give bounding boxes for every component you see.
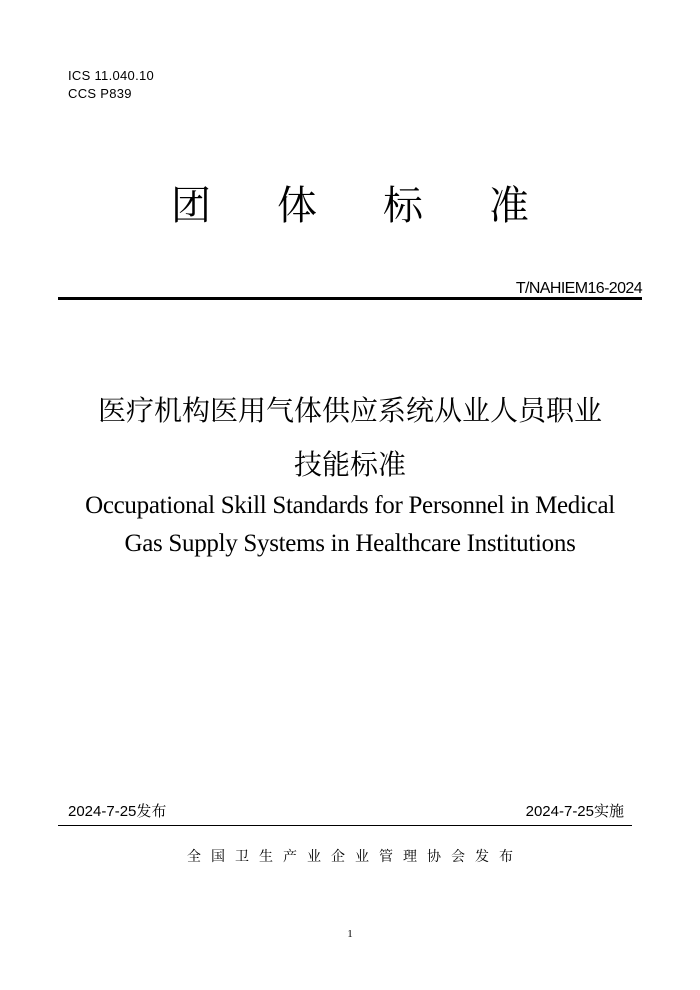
publisher-line: 全国卫生产业企业管理协会发布 (187, 849, 523, 865)
title-english-line-1: Occupational Skill Standards for Personnel in Medical (85, 492, 615, 519)
page-number: 1 (347, 928, 353, 940)
title-english-line-2: Gas Supply Systems in Healthcare Institutions (124, 530, 576, 557)
classification-codes (68, 67, 154, 103)
document-type-heading: 团体标准 (171, 183, 595, 229)
ics-code: ICS 11.040.10 (68, 68, 155, 83)
title-chinese-line-1: 医疗机构医用气体供应系统从业人员职业 (97, 394, 602, 427)
header-divider (58, 297, 642, 300)
implementation-date: 2024-7-25实施 (525, 803, 624, 820)
standard-number: T/NAHIEM16-2024 (515, 280, 642, 297)
ccs-code: CCS P839 (68, 86, 132, 101)
issue-date: 2024-7-25发布 (68, 803, 167, 820)
title-chinese-line-2: 技能标准 (293, 448, 406, 481)
footer-divider (58, 825, 632, 826)
